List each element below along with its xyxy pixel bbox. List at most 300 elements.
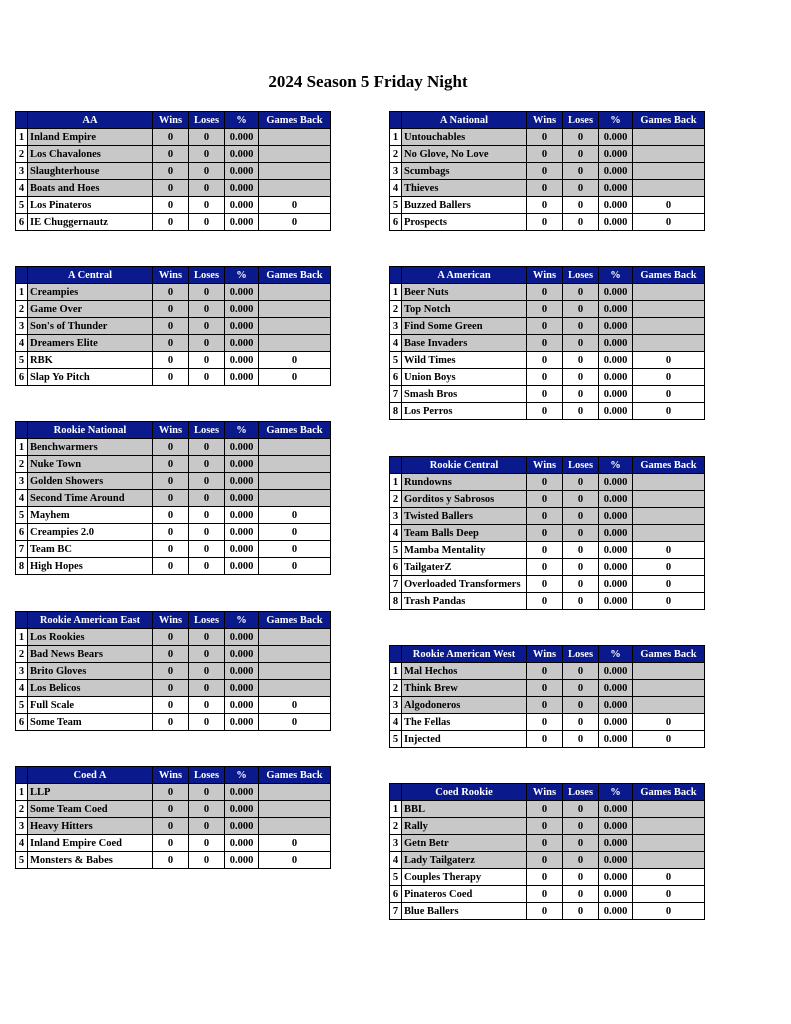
loses-cell: 0	[189, 818, 225, 835]
loses-cell: 0	[189, 284, 225, 301]
table-header-row	[16, 767, 331, 784]
pct-cell: 0.000	[599, 163, 633, 180]
wins-cell: 0	[153, 180, 189, 197]
pct-cell: 0.000	[225, 214, 259, 231]
rank-cell: 5	[390, 542, 402, 559]
loses-cell: 0	[563, 559, 599, 576]
games-back-cell	[259, 818, 331, 835]
team-name-cell: Mal Hechos	[402, 663, 527, 680]
pct-cell: 0.000	[599, 525, 633, 542]
games-back-cell: 0	[633, 576, 705, 593]
header-games-back: Games Back	[633, 112, 705, 129]
table-row	[390, 386, 705, 403]
rank-cell: 2	[16, 301, 28, 318]
header-rank-cell	[390, 646, 402, 663]
games-back-cell	[259, 490, 331, 507]
wins-cell: 0	[527, 214, 563, 231]
loses-cell: 0	[189, 214, 225, 231]
team-name-cell: Thieves	[402, 180, 527, 197]
games-back-cell	[633, 474, 705, 491]
team-name-cell: Los Pinateros	[28, 197, 153, 214]
header-games-back: Games Back	[633, 267, 705, 284]
table-row	[390, 474, 705, 491]
rank-cell: 1	[16, 629, 28, 646]
games-back-cell	[633, 818, 705, 835]
loses-cell: 0	[563, 731, 599, 748]
games-back-cell	[259, 680, 331, 697]
games-back-cell	[259, 663, 331, 680]
wins-cell: 0	[153, 507, 189, 524]
loses-cell: 0	[189, 714, 225, 731]
table-row	[390, 731, 705, 748]
team-name-cell: The Fellas	[402, 714, 527, 731]
pct-cell: 0.000	[225, 473, 259, 490]
table-row	[390, 869, 705, 886]
team-name-cell: Untouchables	[402, 129, 527, 146]
team-name-cell: Couples Therapy	[402, 869, 527, 886]
loses-cell: 0	[189, 180, 225, 197]
rank-cell: 6	[390, 369, 402, 386]
table-row	[16, 784, 331, 801]
team-name-cell: Inland Empire	[28, 129, 153, 146]
table-row	[390, 508, 705, 525]
loses-cell: 0	[189, 197, 225, 214]
games-back-cell	[259, 629, 331, 646]
pct-cell: 0.000	[225, 629, 259, 646]
wins-cell: 0	[527, 386, 563, 403]
table-row	[390, 576, 705, 593]
pct-cell: 0.000	[225, 680, 259, 697]
rank-cell: 3	[16, 818, 28, 835]
pct-cell: 0.000	[225, 784, 259, 801]
team-name-cell: Gorditos y Sabrosos	[402, 491, 527, 508]
table-row	[390, 818, 705, 835]
rank-cell: 1	[390, 801, 402, 818]
division-name: Rookie American East	[28, 612, 153, 629]
pct-cell: 0.000	[225, 318, 259, 335]
table-row	[390, 714, 705, 731]
table-row	[16, 301, 331, 318]
games-back-cell: 0	[633, 559, 705, 576]
rank-cell: 3	[390, 318, 402, 335]
wins-cell: 0	[527, 301, 563, 318]
team-name-cell: Smash Bros	[402, 386, 527, 403]
table-row	[390, 835, 705, 852]
rank-cell: 5	[390, 352, 402, 369]
division-table-aa	[15, 111, 331, 231]
loses-cell: 0	[563, 903, 599, 920]
division-table-rookie-american-east	[15, 611, 331, 731]
header-pct: %	[599, 646, 633, 663]
games-back-cell	[259, 801, 331, 818]
loses-cell: 0	[189, 352, 225, 369]
pct-cell: 0.000	[225, 284, 259, 301]
division-table-a-central	[15, 266, 331, 386]
loses-cell: 0	[189, 163, 225, 180]
pct-cell: 0.000	[225, 646, 259, 663]
team-name-cell: High Hopes	[28, 558, 153, 575]
rank-cell: 5	[16, 197, 28, 214]
table-row	[390, 525, 705, 542]
pct-cell: 0.000	[599, 197, 633, 214]
header-loses: Loses	[563, 784, 599, 801]
loses-cell: 0	[563, 129, 599, 146]
team-name-cell: Bad News Bears	[28, 646, 153, 663]
wins-cell: 0	[153, 318, 189, 335]
division-name: A American	[402, 267, 527, 284]
games-back-cell	[633, 163, 705, 180]
team-name-cell: Getn Betr	[402, 835, 527, 852]
loses-cell: 0	[563, 714, 599, 731]
rank-cell: 6	[390, 214, 402, 231]
table-row	[16, 490, 331, 507]
rank-cell: 8	[390, 593, 402, 610]
games-back-cell: 0	[259, 714, 331, 731]
rank-cell: 4	[390, 335, 402, 352]
pct-cell: 0.000	[599, 214, 633, 231]
rank-cell: 5	[390, 731, 402, 748]
table-row	[390, 369, 705, 386]
rank-cell: 3	[16, 473, 28, 490]
pct-cell: 0.000	[599, 301, 633, 318]
table-row	[390, 593, 705, 610]
rank-cell: 1	[390, 284, 402, 301]
games-back-cell	[633, 680, 705, 697]
rank-cell: 2	[390, 680, 402, 697]
team-name-cell: Union Boys	[402, 369, 527, 386]
games-back-cell: 0	[259, 697, 331, 714]
division-table-coed-a	[15, 766, 331, 869]
pct-cell: 0.000	[599, 559, 633, 576]
loses-cell: 0	[189, 473, 225, 490]
rank-cell: 1	[16, 439, 28, 456]
table-row	[16, 629, 331, 646]
rank-cell: 1	[390, 129, 402, 146]
pct-cell: 0.000	[225, 663, 259, 680]
team-name-cell: No Glove, No Love	[402, 146, 527, 163]
pct-cell: 0.000	[225, 180, 259, 197]
team-name-cell: Rally	[402, 818, 527, 835]
page-title: 2024 Season 5 Friday Night	[268, 72, 468, 91]
wins-cell: 0	[527, 318, 563, 335]
wins-cell: 0	[153, 352, 189, 369]
rank-cell: 2	[16, 801, 28, 818]
wins-cell: 0	[153, 697, 189, 714]
team-name-cell: Mayhem	[28, 507, 153, 524]
games-back-cell: 0	[633, 869, 705, 886]
wins-cell: 0	[153, 129, 189, 146]
pct-cell: 0.000	[225, 852, 259, 869]
header-wins: Wins	[153, 422, 189, 439]
games-back-cell	[633, 301, 705, 318]
loses-cell: 0	[189, 456, 225, 473]
loses-cell: 0	[189, 490, 225, 507]
rank-cell: 5	[16, 852, 28, 869]
games-back-cell: 0	[259, 558, 331, 575]
loses-cell: 0	[189, 369, 225, 386]
wins-cell: 0	[153, 490, 189, 507]
header-pct: %	[599, 112, 633, 129]
loses-cell: 0	[189, 852, 225, 869]
wins-cell: 0	[527, 525, 563, 542]
team-name-cell: Team Balls Deep	[402, 525, 527, 542]
games-back-cell	[633, 129, 705, 146]
loses-cell: 0	[563, 801, 599, 818]
rank-cell: 1	[16, 129, 28, 146]
table-header-row	[16, 612, 331, 629]
team-name-cell: Wild Times	[402, 352, 527, 369]
team-name-cell: Golden Showers	[28, 473, 153, 490]
rank-cell: 6	[16, 714, 28, 731]
team-name-cell: Some Team Coed	[28, 801, 153, 818]
loses-cell: 0	[189, 439, 225, 456]
games-back-cell: 0	[633, 352, 705, 369]
games-back-cell: 0	[633, 386, 705, 403]
wins-cell: 0	[527, 352, 563, 369]
games-back-cell	[259, 129, 331, 146]
loses-cell: 0	[189, 541, 225, 558]
wins-cell: 0	[527, 491, 563, 508]
rank-cell: 5	[16, 697, 28, 714]
wins-cell: 0	[527, 146, 563, 163]
division-table-a-national	[389, 111, 705, 231]
rank-cell: 8	[390, 403, 402, 420]
rank-cell: 3	[390, 508, 402, 525]
wins-cell: 0	[153, 558, 189, 575]
wins-cell: 0	[153, 301, 189, 318]
team-name-cell: Mamba Mentality	[402, 542, 527, 559]
games-back-cell	[259, 284, 331, 301]
games-back-cell	[259, 456, 331, 473]
loses-cell: 0	[563, 197, 599, 214]
team-name-cell: Game Over	[28, 301, 153, 318]
rank-cell: 6	[390, 559, 402, 576]
wins-cell: 0	[153, 524, 189, 541]
rank-cell: 7	[390, 903, 402, 920]
header-games-back: Games Back	[633, 646, 705, 663]
wins-cell: 0	[527, 680, 563, 697]
header-loses: Loses	[189, 112, 225, 129]
wins-cell: 0	[153, 541, 189, 558]
pct-cell: 0.000	[225, 335, 259, 352]
rank-cell: 5	[390, 197, 402, 214]
pct-cell: 0.000	[225, 507, 259, 524]
wins-cell: 0	[153, 284, 189, 301]
wins-cell: 0	[527, 576, 563, 593]
division-table-coed-rookie	[389, 783, 705, 920]
header-rank-cell	[390, 784, 402, 801]
table-row	[390, 180, 705, 197]
table-row	[16, 697, 331, 714]
rank-cell: 2	[390, 818, 402, 835]
rank-cell: 6	[390, 886, 402, 903]
games-back-cell: 0	[259, 352, 331, 369]
rank-cell: 1	[390, 474, 402, 491]
wins-cell: 0	[153, 146, 189, 163]
table-header-row	[390, 267, 705, 284]
division-name: A Central	[28, 267, 153, 284]
rank-cell: 7	[16, 541, 28, 558]
header-rank-cell	[16, 422, 28, 439]
wins-cell: 0	[527, 869, 563, 886]
team-name-cell: Rundowns	[402, 474, 527, 491]
wins-cell: 0	[153, 663, 189, 680]
games-back-cell: 0	[633, 403, 705, 420]
rank-cell: 5	[16, 352, 28, 369]
wins-cell: 0	[153, 646, 189, 663]
wins-cell: 0	[153, 801, 189, 818]
header-pct: %	[225, 112, 259, 129]
rank-cell: 3	[390, 835, 402, 852]
table-header-row	[16, 112, 331, 129]
table-row	[16, 646, 331, 663]
rank-cell: 5	[390, 869, 402, 886]
header-pct: %	[225, 267, 259, 284]
pct-cell: 0.000	[225, 301, 259, 318]
wins-cell: 0	[527, 335, 563, 352]
wins-cell: 0	[527, 369, 563, 386]
team-name-cell: Creampies 2.0	[28, 524, 153, 541]
team-name-cell: Team BC	[28, 541, 153, 558]
team-name-cell: RBK	[28, 352, 153, 369]
rank-cell: 4	[16, 335, 28, 352]
wins-cell: 0	[153, 163, 189, 180]
loses-cell: 0	[563, 886, 599, 903]
games-back-cell	[633, 801, 705, 818]
pct-cell: 0.000	[599, 180, 633, 197]
header-loses: Loses	[563, 457, 599, 474]
table-row	[390, 214, 705, 231]
division-name: A National	[402, 112, 527, 129]
loses-cell: 0	[189, 646, 225, 663]
loses-cell: 0	[189, 558, 225, 575]
header-loses: Loses	[563, 646, 599, 663]
pct-cell: 0.000	[225, 697, 259, 714]
wins-cell: 0	[527, 886, 563, 903]
wins-cell: 0	[153, 473, 189, 490]
wins-cell: 0	[527, 508, 563, 525]
pct-cell: 0.000	[599, 680, 633, 697]
games-back-cell	[633, 835, 705, 852]
table-row	[16, 163, 331, 180]
rank-cell: 4	[390, 852, 402, 869]
wins-cell: 0	[527, 835, 563, 852]
wins-cell: 0	[153, 629, 189, 646]
wins-cell: 0	[153, 335, 189, 352]
games-back-cell	[633, 508, 705, 525]
pct-cell: 0.000	[225, 801, 259, 818]
table-row	[390, 129, 705, 146]
table-row	[390, 852, 705, 869]
wins-cell: 0	[527, 903, 563, 920]
team-name-cell: Dreamers Elite	[28, 335, 153, 352]
loses-cell: 0	[563, 852, 599, 869]
rank-cell: 2	[390, 491, 402, 508]
header-wins: Wins	[527, 646, 563, 663]
games-back-cell: 0	[259, 197, 331, 214]
rank-cell: 3	[390, 697, 402, 714]
pct-cell: 0.000	[599, 129, 633, 146]
table-row	[390, 352, 705, 369]
games-back-cell	[633, 318, 705, 335]
pct-cell: 0.000	[599, 663, 633, 680]
table-row	[390, 542, 705, 559]
games-back-cell	[633, 146, 705, 163]
division-table-a-american	[389, 266, 705, 420]
header-pct: %	[225, 422, 259, 439]
header-loses: Loses	[189, 767, 225, 784]
loses-cell: 0	[563, 542, 599, 559]
games-back-cell: 0	[259, 214, 331, 231]
team-name-cell: Nuke Town	[28, 456, 153, 473]
header-wins: Wins	[153, 112, 189, 129]
team-name-cell: Some Team	[28, 714, 153, 731]
table-row	[16, 214, 331, 231]
games-back-cell: 0	[633, 593, 705, 610]
team-name-cell: Monsters & Babes	[28, 852, 153, 869]
table-row	[16, 558, 331, 575]
team-name-cell: Find Some Green	[402, 318, 527, 335]
loses-cell: 0	[189, 524, 225, 541]
pct-cell: 0.000	[225, 524, 259, 541]
loses-cell: 0	[563, 335, 599, 352]
team-name-cell: Brito Gloves	[28, 663, 153, 680]
pct-cell: 0.000	[225, 835, 259, 852]
pct-cell: 0.000	[225, 369, 259, 386]
header-rank-cell	[16, 267, 28, 284]
team-name-cell: Blue Ballers	[402, 903, 527, 920]
team-name-cell: Slap Yo Pitch	[28, 369, 153, 386]
division-table-rookie-national	[15, 421, 331, 575]
rank-cell: 4	[16, 180, 28, 197]
header-rank-cell	[390, 112, 402, 129]
team-name-cell: Los Belicos	[28, 680, 153, 697]
header-pct: %	[225, 612, 259, 629]
header-pct: %	[599, 267, 633, 284]
wins-cell: 0	[153, 680, 189, 697]
games-back-cell: 0	[633, 903, 705, 920]
division-name: Rookie Central	[402, 457, 527, 474]
table-row	[390, 801, 705, 818]
pct-cell: 0.000	[599, 369, 633, 386]
table-row	[390, 559, 705, 576]
team-name-cell: Inland Empire Coed	[28, 835, 153, 852]
loses-cell: 0	[563, 593, 599, 610]
rank-cell: 3	[16, 163, 28, 180]
table-row	[16, 473, 331, 490]
wins-cell: 0	[527, 129, 563, 146]
loses-cell: 0	[189, 801, 225, 818]
games-back-cell: 0	[633, 886, 705, 903]
table-row	[16, 439, 331, 456]
games-back-cell: 0	[259, 541, 331, 558]
team-name-cell: Overloaded Transformers	[402, 576, 527, 593]
pct-cell: 0.000	[599, 318, 633, 335]
header-games-back: Games Back	[259, 112, 331, 129]
games-back-cell	[633, 491, 705, 508]
pct-cell: 0.000	[225, 439, 259, 456]
games-back-cell	[633, 180, 705, 197]
table-row	[390, 886, 705, 903]
wins-cell: 0	[527, 818, 563, 835]
loses-cell: 0	[563, 508, 599, 525]
table-row	[390, 301, 705, 318]
pct-cell: 0.000	[225, 197, 259, 214]
games-back-cell	[633, 284, 705, 301]
wins-cell: 0	[527, 714, 563, 731]
pct-cell: 0.000	[599, 714, 633, 731]
table-row	[390, 163, 705, 180]
